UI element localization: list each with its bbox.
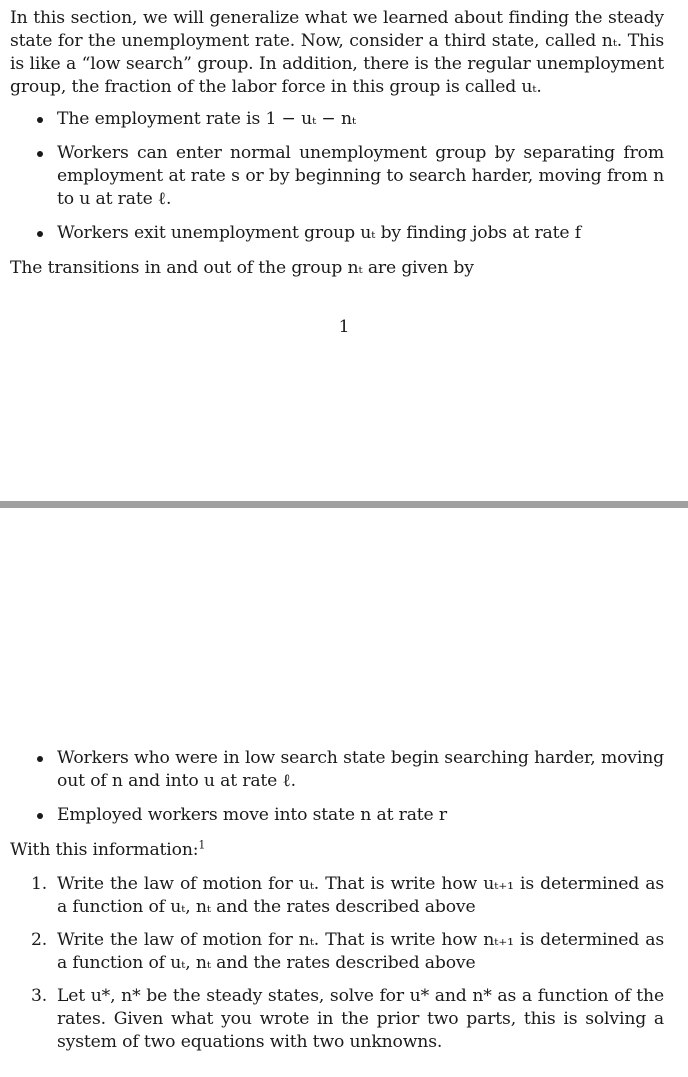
list-item bbox=[10, 873, 664, 919]
item-text: Write the law of motion for nₜ. That is write how nₜ₊₁ is determined as a function of uₜ, nₜ and the rates described above bbox=[57, 930, 664, 973]
numbered-list bbox=[10, 873, 664, 1054]
transitions-paragraph: The transitions in and out of the group nₜ are given by bbox=[10, 258, 474, 278]
item-number: 2. bbox=[31, 930, 48, 950]
document-page-1 bbox=[0, 0, 688, 501]
bullet-item: Workers can enter normal unemployment group by separating from employment at rate s or by beginning to search harder, moving from n to u at rate ℓ. bbox=[10, 142, 664, 211]
page-number: 1 bbox=[338, 317, 350, 337]
item-number: 3. bbox=[31, 986, 48, 1006]
bullet-item: The employment rate is 1 − uₜ − nₜ bbox=[10, 108, 664, 131]
item-text: Let u*, n* be the steady states, solve for u* and n* as a function of the rates. Given what you wrote in the prior two parts, this is solving a system of two equations with two unknowns. bbox=[57, 986, 664, 1052]
page-separator bbox=[0, 501, 688, 508]
document-page-2 bbox=[0, 508, 688, 1077]
bullet-list-2 bbox=[10, 747, 664, 827]
intro-paragraph: In this section, we will generalize what we learned about finding the steady state for the unemployment rate. Now, consider a third state, called nₜ. This is like a “low search” group. In addition, there is the regular unemployment group, the fraction of the labor force in this group is called uₜ. bbox=[10, 8, 664, 97]
item-number: 1. bbox=[31, 874, 48, 894]
bullet-item: Workers exit unemployment group uₜ by finding jobs at rate f bbox=[10, 222, 664, 245]
bullet-list-1 bbox=[10, 108, 664, 245]
list-item bbox=[10, 929, 664, 975]
footnote-mark[interactable]: 1 bbox=[198, 838, 206, 852]
item-text: Write the law of motion for uₜ. That is write how uₜ₊₁ is determined as a function of uₜ, nₜ and the rates described above bbox=[57, 874, 664, 917]
with-info-paragraph bbox=[10, 839, 664, 862]
with-info-text: With this information: bbox=[10, 840, 199, 860]
bullet-item: Workers who were in low search state begin searching harder, moving out of n and into u at rate ℓ. bbox=[10, 747, 664, 793]
list-item bbox=[10, 985, 664, 1054]
bullet-item: Employed workers move into state n at rate r bbox=[10, 804, 664, 827]
